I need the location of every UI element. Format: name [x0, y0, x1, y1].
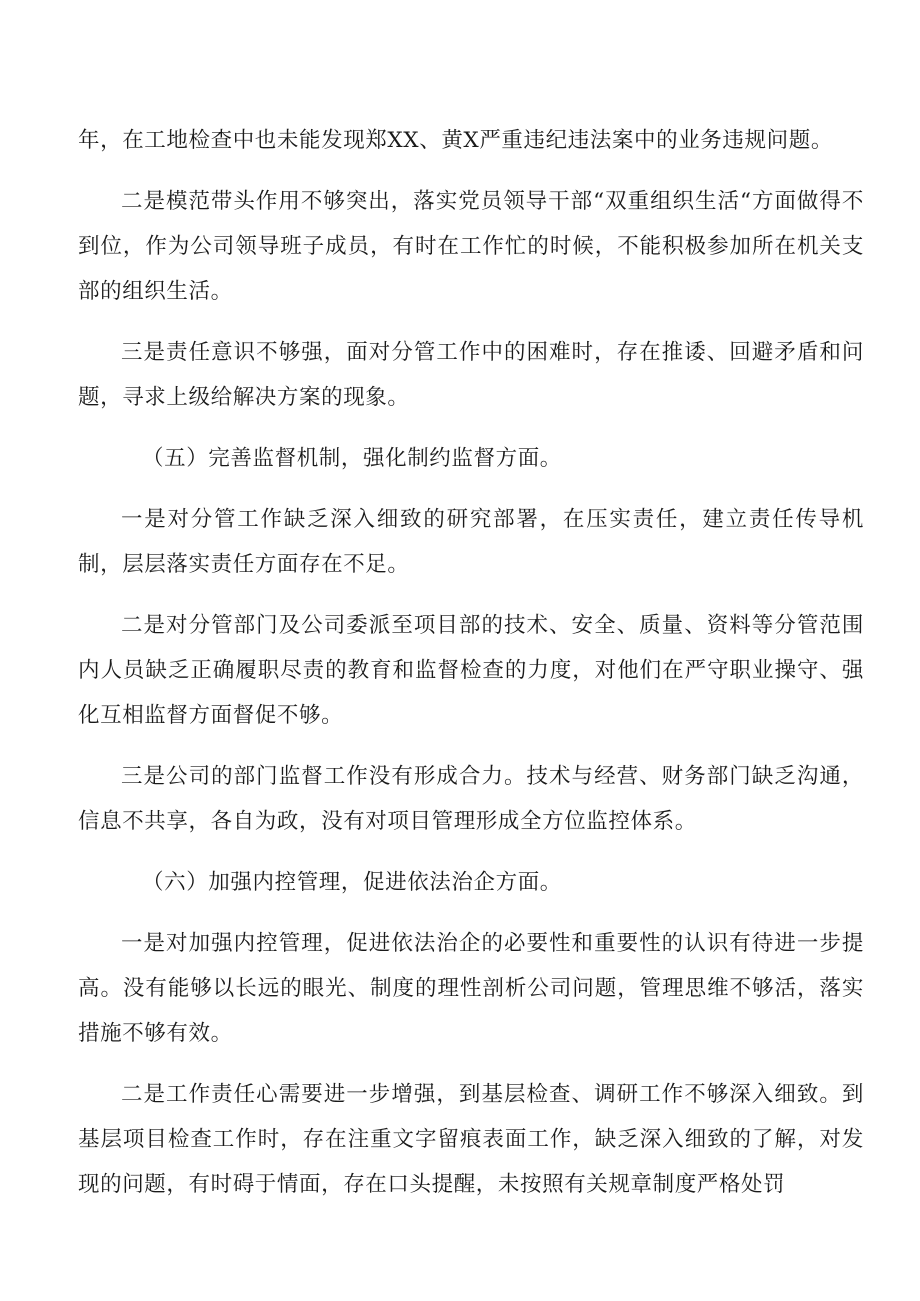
paragraph-gap — [78, 905, 864, 921]
paragraph-gap — [78, 844, 864, 860]
paragraph-supervision-2: 二是对分管部门及公司委派至项目部的技术、安全、质量、资料等分管范围内人员缺乏正确履职尽责的教育和监督检查的力度，对他们在严守职业操守、强化互相监督方面督促不够。 — [78, 613, 864, 728]
paragraph-continuation: 年，在工地检查中也未能发现郑XX、黄X严重违纪违法案中的业务违规问题。 — [78, 128, 833, 153]
paragraph-gap — [78, 314, 864, 330]
document-body — [78, 118, 864, 1207]
paragraph-internal-control-1: 一是对加强内控管理，促进依法治企的必要性和重要性的认识有待进一步提高。没有能够以长远的眼光、制度的理性剖析公司问题，管理思维不够活，落实措施不够有效。 — [78, 931, 864, 1046]
paragraph-internal-control-2: 二是工作责任心需要进一步增强，到基层检查、调研工作不够深入细致。到基层项目检查工作时，存在注重文字留痕表面工作，缺乏深入细致的了解，对发现的问题，有时碍于情面，存在口头提醒，未按照有关规章制度严格处罚 — [78, 1082, 864, 1197]
paragraph-gap — [78, 587, 864, 603]
paragraph-gap — [78, 1056, 864, 1072]
paragraph-responsibility: 三是责任意识不够强，面对分管工作中的困难时，存在推诿、回避矛盾和问题，寻求上级给解决方案的现象。 — [78, 340, 864, 410]
paragraph-role-model: 二是模范带头作用不够突出，落实党员领导干部“双重组织生活“方面做得不到位，作为公司领导班子成员，有时在工作忙的时候，不能积极参加所在机关支部的组织生活。 — [78, 189, 864, 304]
paragraph-supervision-3: 三是公司的部门监督工作没有形成合力。技术与经营、财务部门缺乏沟通，信息不共享，各自为政，没有对项目管理形成全方位监控体系。 — [78, 764, 864, 834]
section-heading-6: （六）加强内控管理，促进依法治企方面。 — [142, 870, 562, 895]
paragraph-gap — [78, 163, 864, 179]
paragraph-gap — [78, 481, 864, 497]
section-heading-5: （五）完善监督机制，强化制约监督方面。 — [142, 446, 562, 471]
paragraph-gap — [78, 738, 864, 754]
paragraph-supervision-1: 一是对分管工作缺乏深入细致的研究部署，在压实责任，建立责任传导机制，层层落实责任方面存在不足。 — [78, 507, 864, 577]
paragraph-gap — [78, 420, 864, 436]
